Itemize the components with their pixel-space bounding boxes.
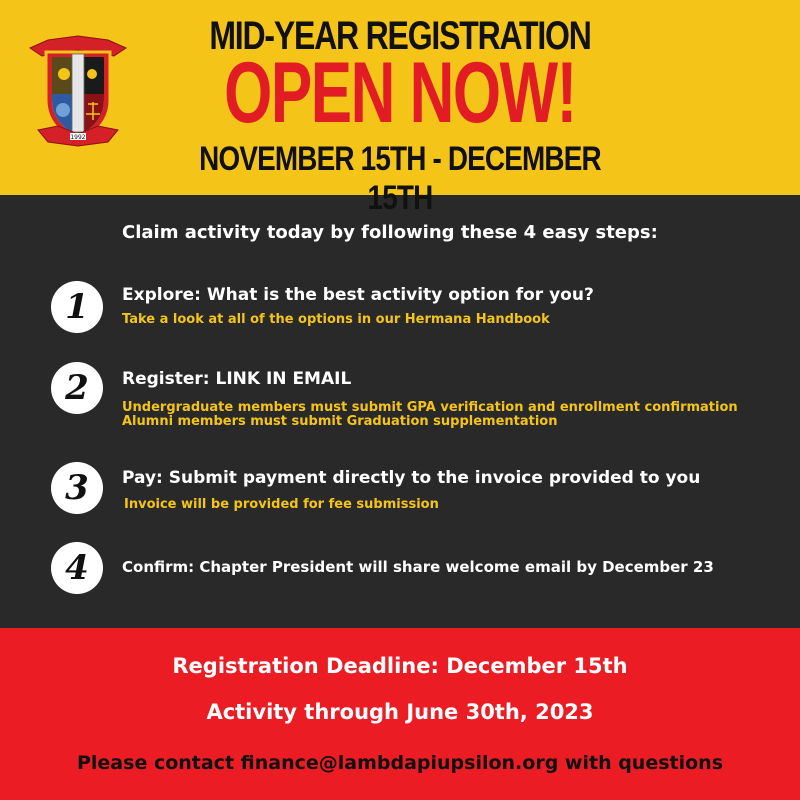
contact-finance-email: Please contact finance@lambdapiupsilon.org with questions [76,752,724,774]
step-2-subtext-2: Alumni members must submit Graduation supplementation [122,414,558,429]
registration-deadline: Registration Deadline: December 15th [172,654,628,678]
svg-text:1992: 1992 [70,134,86,141]
registration-dates: NOVEMBER 15TH - DECEMBER 15TH [199,140,601,217]
step-4-number-icon: 4 [51,542,103,594]
activity-through-date: Activity through June 30th, 2023 [206,700,594,724]
step-2-number-icon: 2 [51,362,103,414]
steps-intro: Claim activity today by following these 4 easy steps: [122,222,658,243]
step-2-subtext-1: Undergraduate members must submit GPA verification and enrollment confirmation [122,400,738,415]
step-3-number-icon: 3 [51,462,103,514]
step-2-title: Register: LINK IN EMAIL [122,369,352,389]
organization-crest-logo [28,30,128,148]
step-1-subtext: Take a look at all of the options in our Hermana Handbook [122,312,550,327]
title-mid-year-registration: MID-YEAR REGISTRATION [209,14,591,58]
step-4-title: Confirm: Chapter President will share welcome email by December 23 [122,558,714,576]
step-3-subtext: Invoice will be provided for fee submission [124,497,439,512]
step-3-title: Pay: Submit payment directly to the invoice provided to you [122,468,701,488]
step-1-title: Explore: What is the best activity option for you? [122,285,594,305]
title-open-now: OPEN NOW! [224,45,576,141]
step-1-number-icon: 1 [51,281,103,333]
